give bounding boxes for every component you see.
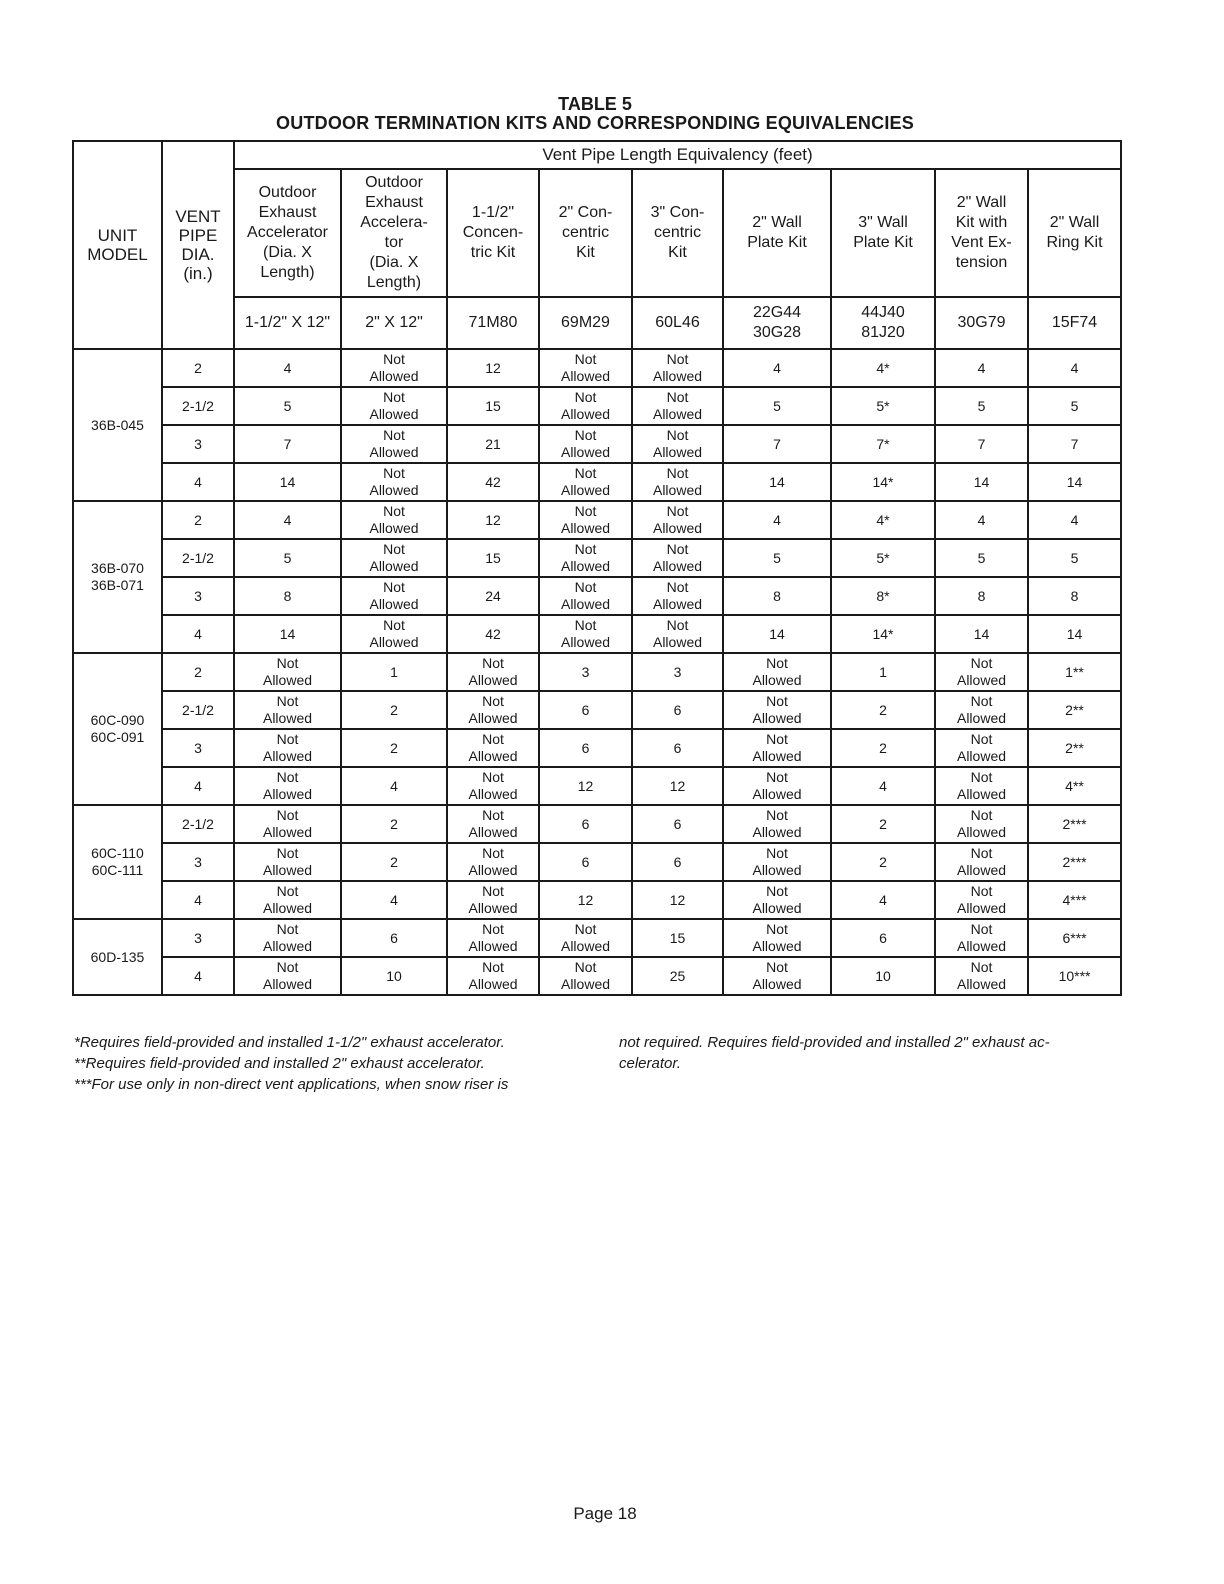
vent-pipe-dia-cell: 4 bbox=[162, 881, 234, 919]
equivalency-cell: 10*** bbox=[1028, 957, 1121, 995]
equivalency-cell: 14 bbox=[1028, 463, 1121, 501]
table-row bbox=[73, 615, 1121, 653]
equivalency-cell: Not Allowed bbox=[539, 919, 632, 957]
equivalency-cell: Not Allowed bbox=[935, 843, 1028, 881]
equivalency-cell: 24 bbox=[447, 577, 539, 615]
equivalency-cell: 21 bbox=[447, 425, 539, 463]
equivalency-cell: 8 bbox=[1028, 577, 1121, 615]
equivalency-cell: 14* bbox=[831, 463, 935, 501]
equivalency-cell: 12 bbox=[447, 501, 539, 539]
table-row bbox=[73, 805, 1121, 843]
equivalency-cell: Not Allowed bbox=[539, 463, 632, 501]
unit-model-cell: 36B-070 36B-071 bbox=[73, 501, 162, 653]
equivalency-cell: 14 bbox=[935, 615, 1028, 653]
equivalency-cell: 4** bbox=[1028, 767, 1121, 805]
table-row bbox=[73, 843, 1121, 881]
page-number: Page 18 bbox=[573, 1504, 637, 1523]
equivalency-cell: 4 bbox=[831, 767, 935, 805]
equivalency-cell: Not Allowed bbox=[539, 539, 632, 577]
kit-part-number: 71M80 bbox=[447, 297, 539, 349]
equivalency-cell: Not Allowed bbox=[632, 387, 723, 425]
equivalency-cell: Not Allowed bbox=[723, 691, 831, 729]
kit-column-header: 2" Con- centric Kit bbox=[539, 169, 632, 297]
equivalency-cell: Not Allowed bbox=[234, 729, 341, 767]
equivalency-cell: Not Allowed bbox=[341, 425, 447, 463]
kit-part-number: 22G44 30G28 bbox=[723, 297, 831, 349]
equivalency-cell: Not Allowed bbox=[632, 577, 723, 615]
table-row bbox=[73, 767, 1121, 805]
kit-column-header: 2" Wall Ring Kit bbox=[1028, 169, 1121, 297]
equivalency-cell: Not Allowed bbox=[935, 805, 1028, 843]
equivalency-cell: Not Allowed bbox=[447, 881, 539, 919]
equivalency-cell: 4 bbox=[935, 501, 1028, 539]
equivalency-cell: Not Allowed bbox=[723, 919, 831, 957]
unit-model-cell: 60C-110 60C-111 bbox=[73, 805, 162, 919]
table-row bbox=[73, 539, 1121, 577]
equivalency-cell: 8 bbox=[935, 577, 1028, 615]
footnote-triple-asterisk-cont: not required. Requires field-provided and installed 2" exhaust ac- bbox=[619, 1034, 1050, 1051]
equivalency-cell: 2 bbox=[341, 805, 447, 843]
kit-column-header: 2" Wall Kit with Vent Ex- tension bbox=[935, 169, 1028, 297]
vent-pipe-header: VENT PIPE DIA. (in.) bbox=[162, 141, 234, 349]
footnote-single-asterisk: *Requires field-provided and installed 1-1/2" exhaust accelerator. bbox=[74, 1034, 505, 1051]
equivalency-cell: Not Allowed bbox=[539, 425, 632, 463]
vent-pipe-dia-cell: 2 bbox=[162, 653, 234, 691]
equivalency-cell: Not Allowed bbox=[632, 615, 723, 653]
equivalency-cell: 42 bbox=[447, 615, 539, 653]
footnote-double-asterisk: **Requires field-provided and installed 2" exhaust accelerator. bbox=[74, 1055, 485, 1072]
equivalency-cell: 15 bbox=[632, 919, 723, 957]
equivalency-cell: Not Allowed bbox=[935, 691, 1028, 729]
equivalency-cell: 15 bbox=[447, 539, 539, 577]
footnotes-left bbox=[74, 1032, 594, 1095]
equivalency-cell: Not Allowed bbox=[723, 957, 831, 995]
kit-part-number: 60L46 bbox=[632, 297, 723, 349]
equivalency-cell: Not Allowed bbox=[632, 501, 723, 539]
equivalency-cell: Not Allowed bbox=[935, 881, 1028, 919]
table-row bbox=[73, 501, 1121, 539]
equivalency-cell: Not Allowed bbox=[234, 843, 341, 881]
equivalency-cell: Not Allowed bbox=[447, 691, 539, 729]
equivalency-cell: Not Allowed bbox=[447, 805, 539, 843]
termination-kits-table bbox=[72, 140, 1122, 996]
equivalency-cell: Not Allowed bbox=[539, 349, 632, 387]
kit-column-header: 1-1/2" Concen- tric Kit bbox=[447, 169, 539, 297]
kit-part-number: 1-1/2" X 12" bbox=[234, 297, 341, 349]
kit-column-header: Outdoor Exhaust Accelerator (Dia. X Length) bbox=[234, 169, 341, 297]
equivalency-cell: 5 bbox=[234, 387, 341, 425]
equivalency-cell: 6 bbox=[539, 729, 632, 767]
unit-model-cell: 60D-135 bbox=[73, 919, 162, 995]
equivalency-cell: Not Allowed bbox=[341, 387, 447, 425]
equivalency-cell: 6 bbox=[539, 843, 632, 881]
equivalency-cell: 2 bbox=[831, 843, 935, 881]
equivalency-cell: 6 bbox=[632, 805, 723, 843]
equivalency-cell: Not Allowed bbox=[341, 349, 447, 387]
equivalency-cell: Not Allowed bbox=[341, 501, 447, 539]
equivalency-cell: 14 bbox=[234, 463, 341, 501]
vent-pipe-dia-cell: 2-1/2 bbox=[162, 539, 234, 577]
equivalency-cell: 4 bbox=[831, 881, 935, 919]
equivalency-cell: 12 bbox=[632, 881, 723, 919]
equivalency-cell: 1 bbox=[831, 653, 935, 691]
kit-column-header: 3" Con- centric Kit bbox=[632, 169, 723, 297]
vent-pipe-dia-cell: 2-1/2 bbox=[162, 691, 234, 729]
unit-model-cell: 36B-045 bbox=[73, 349, 162, 501]
kit-column-header: 2" Wall Plate Kit bbox=[723, 169, 831, 297]
equivalency-cell: Not Allowed bbox=[632, 349, 723, 387]
table-row bbox=[73, 653, 1121, 691]
equivalency-cell: 42 bbox=[447, 463, 539, 501]
table-subtitle: OUTDOOR TERMINATION KITS AND CORRESPONDING EQUIVALENCIES bbox=[276, 113, 914, 133]
unit-model-cell: 60C-090 60C-091 bbox=[73, 653, 162, 805]
vent-pipe-dia-cell: 3 bbox=[162, 729, 234, 767]
table-row bbox=[73, 425, 1121, 463]
equivalency-cell: Not Allowed bbox=[632, 425, 723, 463]
equivalency-cell: Not Allowed bbox=[234, 881, 341, 919]
equivalency-cell: Not Allowed bbox=[723, 843, 831, 881]
equivalency-cell: 5 bbox=[1028, 539, 1121, 577]
equivalency-cell: 5 bbox=[1028, 387, 1121, 425]
table-row bbox=[73, 729, 1121, 767]
equivalency-cell: Not Allowed bbox=[723, 767, 831, 805]
equivalency-cell: Not Allowed bbox=[341, 615, 447, 653]
equivalency-cell: 1** bbox=[1028, 653, 1121, 691]
equivalency-cell: 5 bbox=[935, 387, 1028, 425]
equivalency-cell: 7* bbox=[831, 425, 935, 463]
equivalency-cell: 2 bbox=[831, 729, 935, 767]
equivalency-cell: Not Allowed bbox=[447, 729, 539, 767]
equivalency-cell: 8 bbox=[234, 577, 341, 615]
equivalency-cell: Not Allowed bbox=[234, 919, 341, 957]
vent-pipe-dia-cell: 3 bbox=[162, 425, 234, 463]
equivalency-cell: Not Allowed bbox=[539, 957, 632, 995]
equivalency-cell: Not Allowed bbox=[234, 767, 341, 805]
equivalency-cell: Not Allowed bbox=[341, 539, 447, 577]
table-row bbox=[73, 691, 1121, 729]
equivalency-cell: Not Allowed bbox=[234, 957, 341, 995]
equivalency-cell: 5 bbox=[723, 387, 831, 425]
equivalency-cell: 5 bbox=[234, 539, 341, 577]
equivalency-cell: 4 bbox=[1028, 501, 1121, 539]
kit-part-number: 2" X 12" bbox=[341, 297, 447, 349]
equivalency-cell: Not Allowed bbox=[234, 691, 341, 729]
vent-pipe-dia-cell: 3 bbox=[162, 919, 234, 957]
equivalency-cell: 6 bbox=[831, 919, 935, 957]
vent-pipe-dia-cell: 4 bbox=[162, 957, 234, 995]
equivalency-cell: 1 bbox=[341, 653, 447, 691]
kit-part-number: 44J40 81J20 bbox=[831, 297, 935, 349]
table-row bbox=[73, 919, 1121, 957]
equivalency-cell: 14 bbox=[723, 615, 831, 653]
equivalency-cell: Not Allowed bbox=[632, 463, 723, 501]
vent-pipe-dia-cell: 2-1/2 bbox=[162, 387, 234, 425]
kit-column-header: Outdoor Exhaust Accelera- tor (Dia. X Length) bbox=[341, 169, 447, 297]
kit-column-header: 3" Wall Plate Kit bbox=[831, 169, 935, 297]
equivalency-cell: 4 bbox=[1028, 349, 1121, 387]
equivalency-cell: 6 bbox=[539, 691, 632, 729]
equivalency-cell: 4* bbox=[831, 501, 935, 539]
equivalency-cell: 5* bbox=[831, 539, 935, 577]
unit-model-header: UNIT MODEL bbox=[73, 141, 162, 349]
equivalency-cell: 4 bbox=[935, 349, 1028, 387]
equivalency-cell: Not Allowed bbox=[447, 767, 539, 805]
equivalency-cell: 15 bbox=[447, 387, 539, 425]
equivalency-cell: Not Allowed bbox=[935, 729, 1028, 767]
equivalency-cell: 4 bbox=[341, 767, 447, 805]
equivalency-cell: 2 bbox=[341, 729, 447, 767]
kit-part-number: 69M29 bbox=[539, 297, 632, 349]
equivalency-cell: 14 bbox=[234, 615, 341, 653]
equivalency-cell: 12 bbox=[447, 349, 539, 387]
table-row bbox=[73, 577, 1121, 615]
equivalency-cell: Not Allowed bbox=[935, 919, 1028, 957]
equivalency-cell: Not Allowed bbox=[341, 577, 447, 615]
equivalency-cell: Not Allowed bbox=[447, 957, 539, 995]
equivalency-cell: 5* bbox=[831, 387, 935, 425]
equivalency-cell: 3 bbox=[539, 653, 632, 691]
equivalency-cell: 2 bbox=[831, 805, 935, 843]
vent-pipe-dia-cell: 2-1/2 bbox=[162, 805, 234, 843]
equivalency-cell: 14 bbox=[1028, 615, 1121, 653]
equivalency-cell: Not Allowed bbox=[447, 843, 539, 881]
equivalency-cell: 7 bbox=[1028, 425, 1121, 463]
table-row bbox=[73, 463, 1121, 501]
equivalency-cell: 14 bbox=[935, 463, 1028, 501]
equivalency-cell: Not Allowed bbox=[447, 653, 539, 691]
vent-pipe-dia-cell: 2 bbox=[162, 501, 234, 539]
equivalency-cell: 4*** bbox=[1028, 881, 1121, 919]
equivalency-cell: Not Allowed bbox=[539, 387, 632, 425]
equivalency-cell: 6 bbox=[632, 843, 723, 881]
vent-pipe-dia-cell: 3 bbox=[162, 577, 234, 615]
equivalency-cell: Not Allowed bbox=[723, 729, 831, 767]
equivalency-cell: 4 bbox=[723, 349, 831, 387]
equivalency-cell: Not Allowed bbox=[447, 919, 539, 957]
equivalency-cell: 12 bbox=[539, 767, 632, 805]
equivalency-cell: 7 bbox=[935, 425, 1028, 463]
equivalency-cell: Not Allowed bbox=[539, 501, 632, 539]
footnotes-right bbox=[619, 1032, 1119, 1074]
equivalency-cell: Not Allowed bbox=[723, 881, 831, 919]
equivalency-cell: Not Allowed bbox=[539, 577, 632, 615]
equivalency-cell: Not Allowed bbox=[935, 957, 1028, 995]
equivalency-cell: 4* bbox=[831, 349, 935, 387]
vent-pipe-dia-cell: 4 bbox=[162, 767, 234, 805]
equivalency-cell: Not Allowed bbox=[234, 805, 341, 843]
equivalency-cell: 6 bbox=[341, 919, 447, 957]
equivalency-cell: 14 bbox=[723, 463, 831, 501]
equivalency-cell: 7 bbox=[723, 425, 831, 463]
equivalency-cell: 2** bbox=[1028, 691, 1121, 729]
equivalency-cell: 14* bbox=[831, 615, 935, 653]
equivalency-cell: 2*** bbox=[1028, 843, 1121, 881]
equivalency-cell: 6 bbox=[539, 805, 632, 843]
vent-pipe-dia-cell: 3 bbox=[162, 843, 234, 881]
equivalency-cell: 4 bbox=[341, 881, 447, 919]
equivalency-cell: 3 bbox=[632, 653, 723, 691]
equivalency-cell: Not Allowed bbox=[935, 767, 1028, 805]
equivalency-cell: 6 bbox=[632, 729, 723, 767]
footnote-triple-asterisk: ***For use only in non-direct vent applications, when snow riser is bbox=[74, 1076, 509, 1093]
table-row bbox=[73, 957, 1121, 995]
equivalency-cell: 4 bbox=[234, 501, 341, 539]
table-title: TABLE 5 bbox=[558, 94, 632, 114]
equivalency-cell: 2*** bbox=[1028, 805, 1121, 843]
equivalency-cell: 6*** bbox=[1028, 919, 1121, 957]
table-row bbox=[73, 881, 1121, 919]
equivalency-cell: Not Allowed bbox=[723, 805, 831, 843]
equivalency-cell: 4 bbox=[234, 349, 341, 387]
equivalency-cell: Not Allowed bbox=[341, 463, 447, 501]
equivalency-cell: 8* bbox=[831, 577, 935, 615]
equivalency-cell: Not Allowed bbox=[234, 653, 341, 691]
equivalency-cell: 2 bbox=[831, 691, 935, 729]
equivalency-cell: 2 bbox=[341, 691, 447, 729]
equivalency-cell: 2** bbox=[1028, 729, 1121, 767]
equivalency-cell: 12 bbox=[539, 881, 632, 919]
equivalency-cell: Not Allowed bbox=[539, 615, 632, 653]
vent-pipe-dia-cell: 4 bbox=[162, 463, 234, 501]
equivalency-cell: Not Allowed bbox=[723, 653, 831, 691]
equivalency-cell: 12 bbox=[632, 767, 723, 805]
table-row bbox=[73, 387, 1121, 425]
equivalency-cell: 10 bbox=[341, 957, 447, 995]
footnote-triple-asterisk-end: celerator. bbox=[619, 1055, 681, 1072]
table-row bbox=[73, 349, 1121, 387]
equivalency-cell: Not Allowed bbox=[935, 653, 1028, 691]
equivalency-cell: 5 bbox=[935, 539, 1028, 577]
equivalency-cell: 2 bbox=[341, 843, 447, 881]
vent-pipe-dia-cell: 2 bbox=[162, 349, 234, 387]
equivalency-cell: 8 bbox=[723, 577, 831, 615]
equivalency-cell: 6 bbox=[632, 691, 723, 729]
equivalency-cell: 10 bbox=[831, 957, 935, 995]
equivalency-cell: Not Allowed bbox=[632, 539, 723, 577]
equivalency-group-header: Vent Pipe Length Equivalency (feet) bbox=[234, 141, 1121, 169]
kit-part-number: 30G79 bbox=[935, 297, 1028, 349]
equivalency-cell: 7 bbox=[234, 425, 341, 463]
vent-pipe-dia-cell: 4 bbox=[162, 615, 234, 653]
equivalency-cell: 5 bbox=[723, 539, 831, 577]
kit-part-number: 15F74 bbox=[1028, 297, 1121, 349]
equivalency-cell: 25 bbox=[632, 957, 723, 995]
equivalency-cell: 4 bbox=[723, 501, 831, 539]
